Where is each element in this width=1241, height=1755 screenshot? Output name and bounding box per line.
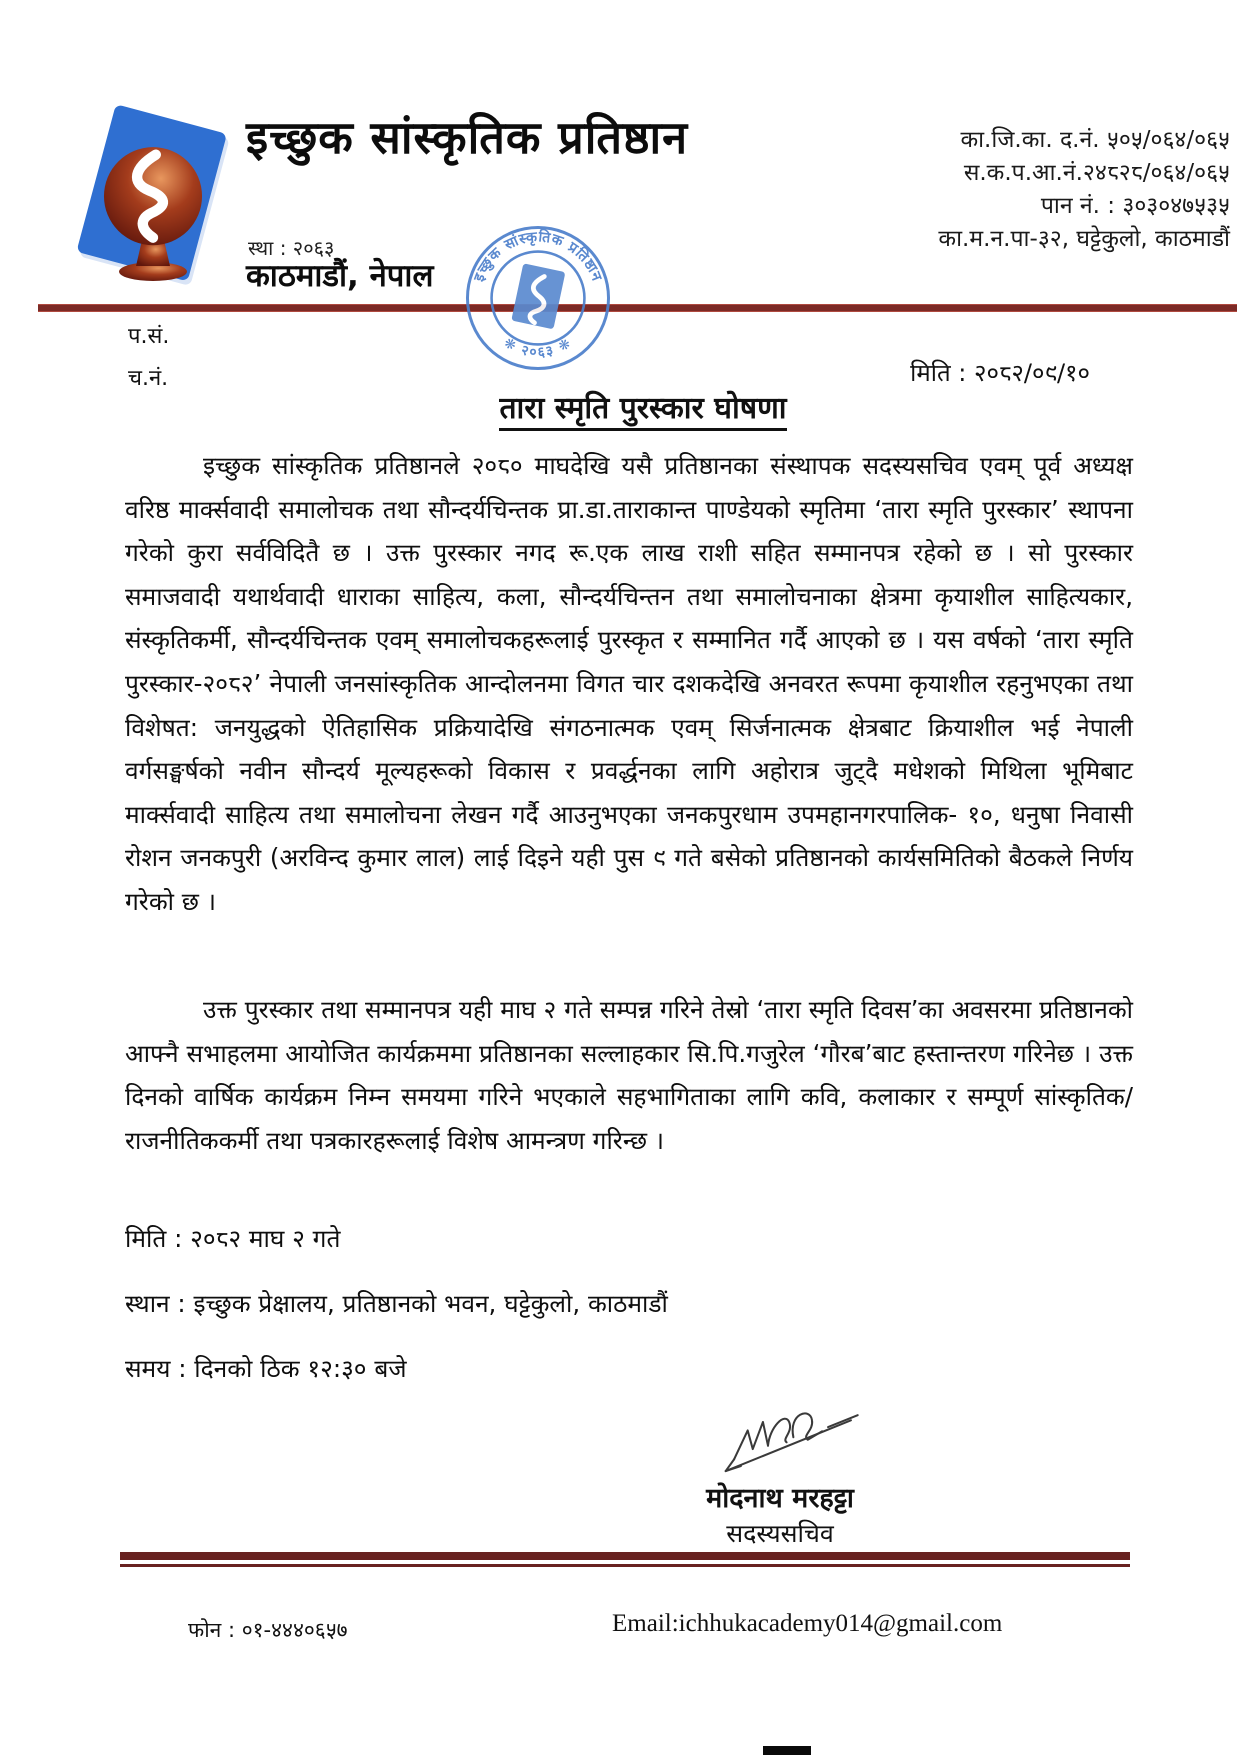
signer-name: मोदनाथ मरहट्टा bbox=[706, 1483, 854, 1514]
page-bottom-mark bbox=[763, 1746, 811, 1755]
event-date: मिति : २०८२ माघ २ गते bbox=[125, 1224, 341, 1253]
header-rule bbox=[38, 304, 1237, 312]
reg-line: का.जि.का. द.नं. ५०५/०६४/०६५ bbox=[960, 127, 1230, 153]
event-venue: स्थान : इच्छुक प्रेक्षालय, प्रतिष्ठानको भवन, घट्टेकुलो, काठमाडौं bbox=[125, 1289, 668, 1318]
reg-line: का.म.न.पा-३२, घट्टेकुलो, काठमाडौं bbox=[938, 226, 1230, 252]
signer-role: सदस्यसचिव bbox=[726, 1519, 834, 1548]
org-name: इच्छुक सांस्कृतिक प्रतिष्ठान bbox=[246, 111, 689, 164]
org-city: काठमाडौं, नेपाल bbox=[246, 258, 434, 294]
footer-rule-thick bbox=[120, 1552, 1130, 1560]
stamp-book-icon bbox=[511, 263, 565, 329]
footer-email: Email:ichhukacademy014@gmail.com bbox=[612, 1610, 1003, 1637]
event-time: समय : दिनको ठिक १२:३० बजे bbox=[125, 1354, 407, 1383]
stamp-ring-text: इच्छुक सांस्कृतिक प्रतिष्ठान bbox=[471, 229, 605, 284]
issue-date: मिति : २०८२/०९/१० bbox=[910, 359, 1090, 387]
org-stamp bbox=[452, 212, 624, 384]
dispatch-number-label: च.नं. bbox=[128, 366, 169, 391]
footer-phone: फोन : ०१-४४४०६५७ bbox=[188, 1618, 348, 1642]
svg-text:❋ २०६३ ❋ bbox=[501, 335, 575, 361]
body-paragraph-2: उक्त पुरस्कार तथा सम्मानपत्र यही माघ २ गते सम्पन्न गरिने तेस्रो ‘तारा स्मृति दिवस’का अवसरमा प्रतिष्ठानको आफ्नै सभाहलमा आयोजित कार्यक्रममा प्रतिष्ठानका सल्लाहकार सि.पि.गजुरेल ‘गौरब’बाट हस्तान्तरण गरिनेछ । उक्त दिनको वार्षिक कार्यक्रम निम्न समयमा गरिने भएकाले सहभागिताका लागि कवि, कलाकार र सम्पूर्ण सांस्कृतिक/राजनीतिककर्मी तथा पत्रकारहरूलाई विशेष आमन्त्रण गरिन्छ । bbox=[125, 995, 1133, 1155]
org-logo-icon bbox=[58, 100, 248, 298]
document-title: तारा स्मृति पुरस्कार घोषणा bbox=[125, 386, 1133, 427]
body-paragraph-1: इच्छुक सांस्कृतिक प्रतिष्ठानले २०८० माघदेखि यसै प्रतिष्ठानका संस्थापक सदस्यसचिव एवम् पूर्व अध्यक्ष वरिष्ठ मार्क्सवादी समालोचक तथा सौन्दर्यचिन्तक प्रा.डा.ताराकान्त पाण्डेयको स्मृतिमा ‘तारा स्मृति पुरस्कार’ स्थापना गरेको कुरा सर्वविदितै छ । उक्त पुरस्कार नगद रू.एक लाख राशी सहित सम्मानपत्र रहेको छ । सो पुरस्कार समाजवादी यथार्थवादी धाराका साहित्य, कला, सौन्दर्यचिन्तन तथा समालोचनाका क्षेत्रमा कृयाशील साहित्यकार, संस्कृतिकर्मी, सौन्दर्यचिन्तक एवम् समालोचकहरूलाई पुरस्कृत र सम्मानित गर्दै आएको छ । यस वर्षको ‘तारा स्मृति पुरस्कार-२०८२’ नेपाली जनसांस्कृतिक आन्दोलनमा विगत चार दशकदेखि अनवरत रूपमा कृयाशील रहनुभएका तथा विशेषत: जनयुद्धको ऐतिहासिक प्रक्रियादेखि संगठनात्मक एवम् सिर्जनात्मक क्षेत्रबाट क्रियाशील भई नेपाली वर्गसङ्घर्षको नवीन सौन्दर्य मूल्यहरूको विकास र प्रवर्द्धनका लागि अहोरात्र जुट्दै मधेशको मिथिला भूमिबाट मार्क्सवादी साहित्य तथा समालोचना लेखन गर्दै आउनुभएका जनकपुरधाम उपमहानगरपालिक- १०, धनुषा निवासी रोशन जनकपुरी (अरविन्द कुमार लाल) लाई दिइने यही पुस ९ गते बसेको प्रतिष्ठानको कार्यसमितिको बैठकले निर्णय गरेको छ । bbox=[125, 451, 1133, 916]
registration-block bbox=[828, 124, 1230, 256]
stamp-year-text: ❋ २०६३ ❋ bbox=[500, 334, 576, 361]
reg-line: स.क.प.आ.नं.२४८२८/०६४/०६५ bbox=[963, 160, 1230, 186]
signature-scribble bbox=[690, 1378, 890, 1488]
reg-line: पान नं. : ३०३०४७५३५ bbox=[1040, 193, 1230, 219]
footer-rule-thin bbox=[120, 1564, 1130, 1567]
established-year: स्था : २०६३ bbox=[248, 236, 335, 260]
letter-number-label: प.सं. bbox=[128, 324, 170, 349]
